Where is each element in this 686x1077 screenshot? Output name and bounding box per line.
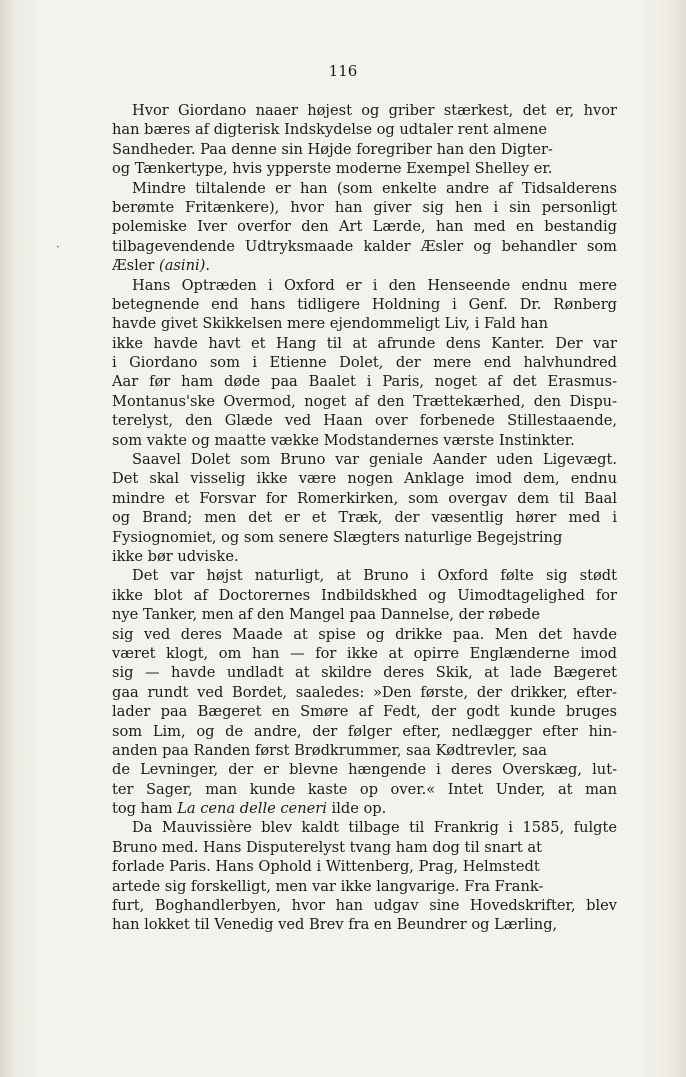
- text-line: [112, 547, 617, 566]
- line-text: ilde op.: [326, 800, 387, 818]
- text-line: [112, 780, 617, 799]
- line-text: mindre et Forsvar for Romerkirken, som overgav dem til Baal: [112, 489, 617, 507]
- text-line: [112, 663, 617, 682]
- line-text: Hvor Giordano naaer højest og griber stærkest, det er, hvor: [132, 102, 617, 119]
- page-number: 116: [328, 62, 358, 80]
- line-text: sig ved deres Maade at spise og drikke paa. Men det havde: [112, 625, 617, 643]
- text-line: [112, 625, 617, 644]
- text-line: [112, 120, 617, 139]
- line-text: nye Tanker, men af den Mangel paa Dannelse, der røbede: [112, 606, 540, 624]
- text-line: [112, 566, 617, 585]
- line-text: berømte Fritænkere), hvor han giver sig hen i sin personligt: [112, 198, 617, 216]
- line-text: som Lim, og de andre, der følger efter, nedlægger efter hin-: [112, 722, 617, 740]
- text-line: [112, 489, 617, 508]
- text-line: [112, 799, 617, 818]
- line-text: Det var højst naturligt, at Bruno i Oxford følte sig stødt: [132, 567, 617, 585]
- text-line: [112, 760, 617, 779]
- line-text: gaa rundt ved Bordet, saaledes: »Den første, der drikker, efter-: [112, 683, 617, 701]
- line-text: Montanus'ske Overmod, noget af den Trættekærhed, den Dispu-: [112, 392, 617, 410]
- line-text: de Levninger, der er blevne hængende i deres Overskæg, lut-: [112, 761, 617, 779]
- text-line: [112, 179, 617, 198]
- text-line: [112, 877, 617, 896]
- line-text: .: [205, 257, 210, 275]
- text-line: [112, 101, 617, 120]
- line-text: Æsler: [112, 257, 160, 275]
- text-line: [112, 896, 617, 915]
- line-text: Fysiognomiet, og som senere Slægters naturlige Begejstring: [112, 528, 563, 546]
- line-text: lader paa Bægeret en Smøre af Fedt, der godt kunde bruges: [112, 703, 617, 721]
- text-line: [112, 159, 617, 178]
- text-line: [112, 392, 617, 411]
- text-line: [112, 838, 617, 857]
- line-text: han lokket til Venedig ved Brev fra en Beundrer og Lærling,: [112, 916, 558, 934]
- line-text: ter Sager, man kunde kaste op over.« Intet Under, at man: [112, 780, 617, 798]
- line-text: Sandheder. Paa denne sin Højde foregriber han den Digter-: [112, 140, 553, 158]
- text-line: [112, 586, 617, 605]
- text-line: [112, 450, 617, 469]
- text-line: [112, 140, 617, 159]
- text-line: [112, 353, 617, 372]
- text-line: [112, 411, 617, 430]
- text-line: [112, 469, 617, 488]
- line-text: Aar før ham døde paa Baalet i Paris, noget af det Erasmus-: [112, 373, 617, 391]
- text-line: [112, 198, 617, 217]
- text-line: [112, 431, 617, 450]
- text-line: [112, 605, 617, 624]
- line-text: han bæres af digterisk Indskydelse og udtaler rent almene: [112, 121, 548, 139]
- text-line: [112, 295, 617, 314]
- line-text: som vakte og maatte vække Modstandernes værste Instinkter.: [112, 431, 575, 449]
- text-line: [112, 818, 617, 837]
- text-line: [112, 741, 617, 760]
- line-text: forlade Paris. Hans Ophold i Wittenberg, Prag, Helmstedt: [112, 858, 540, 876]
- line-text: havde givet Skikkelsen mere ejendommeligt Liv, i Fald han: [112, 315, 549, 333]
- line-text: Da Mauvissière blev kaldt tilbage til Frankrig i 1585, fulgte: [132, 819, 617, 837]
- line-text: ikke bør udviske.: [112, 547, 239, 565]
- line-text: anden paa Randen først Brødkrummer, saa Kødtrevler, saa: [112, 741, 547, 759]
- italic-text: La cena delle ceneri: [177, 800, 327, 818]
- line-text: i Giordano som i Etienne Dolet, der mere end halvhundred: [112, 354, 617, 372]
- line-text: polemiske Iver overfor den Art Lærde, han med en bestandig: [112, 218, 617, 236]
- line-text: sig — havde undladt at skildre deres Skik, at lade Bægeret: [112, 664, 617, 682]
- text-line: [112, 857, 617, 876]
- line-text: Hans Optræden i Oxford er i den Henseende endnu mere: [132, 276, 617, 294]
- text-line: [112, 722, 617, 741]
- text-line: [112, 372, 617, 391]
- text-line: [112, 334, 617, 353]
- italic-text: (asini): [159, 257, 206, 275]
- line-text: ikke blot af Doctorernes Indbildskhed og Uimodtagelighed for: [112, 586, 617, 604]
- margin-mark: ·: [56, 240, 60, 254]
- text-line: [112, 314, 617, 333]
- text-line: [112, 683, 617, 702]
- line-text: Mindre tiltalende er han (som enkelte andre af Tidsalderens: [132, 179, 617, 197]
- line-text: og Tænkertype, hvis ypperste moderne Exempel Shelley er.: [112, 160, 553, 178]
- line-text: tilbagevendende Udtryksmaade kalder Æsler og behandler som: [112, 237, 617, 255]
- text-line: [112, 256, 617, 275]
- line-text: artede sig forskelligt, men var ikke langvarige. Fra Frank-: [112, 877, 544, 895]
- text-line: [112, 915, 617, 934]
- line-text: furt, Boghandlerbyen, hvor han udgav sine Hovedskrifter, blev: [112, 897, 617, 915]
- text-line: [112, 217, 617, 236]
- line-text: og Brand; men det er et Træk, der væsentlig hører med i: [112, 509, 617, 527]
- text-line: [112, 702, 617, 721]
- text-line: [112, 508, 617, 527]
- text-line: [112, 276, 617, 295]
- line-text: tog ham: [112, 800, 178, 818]
- text-line: [112, 237, 617, 256]
- line-text: ikke havde havt et Hang til at afrunde dens Kanter. Der var: [112, 334, 617, 352]
- line-text: været klogt, om han — for ikke at opirre Englænderne imod: [112, 644, 617, 662]
- line-text: Saavel Dolet som Bruno var geniale Aander uden Ligevægt.: [132, 451, 617, 469]
- line-text: Bruno med. Hans Disputerelyst tvang ham dog til snart at: [112, 838, 542, 856]
- line-text: betegnende end hans tidligere Holdning i Genf. Dr. Rønberg: [112, 295, 617, 313]
- line-text: terelyst, den Glæde ved Haan over forbenede Stillestaaende,: [112, 412, 617, 430]
- text-line: [112, 644, 617, 663]
- body-text: [112, 101, 617, 935]
- line-text: Det skal visselig ikke være nogen Anklage imod dem, endnu: [112, 470, 617, 488]
- text-line: [112, 528, 617, 547]
